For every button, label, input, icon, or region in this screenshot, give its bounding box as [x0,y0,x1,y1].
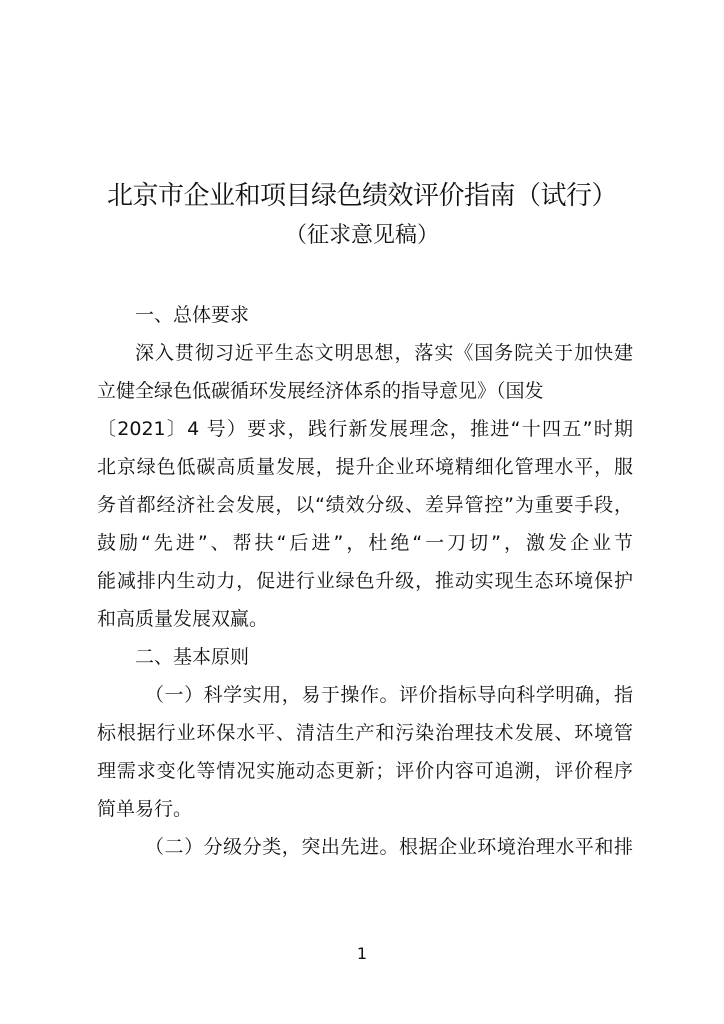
paragraph-line: 鼓励“先进”、帮扶“后进”，杜绝“一刀切”，激发企业节 [97,532,633,554]
paragraph-line: （二）分级分类，突出先进。根据企业环境治理水平和排 [145,836,633,858]
paragraph-line: 理需求变化等情况实施动态更新；评价内容可追溯，评价程序 [97,760,633,782]
paragraph-line: 简单易行。 [97,798,193,820]
paragraph-line: 立健全绿色低碳循环发展经济体系的指导意见》（国发 [97,380,544,402]
paragraph-line: 深入贯彻习近平生态文明思想，落实《国务院关于加快建 [135,342,633,364]
paragraph-line: 标根据行业环保水平、清洁生产和污染治理技术发展、环境管 [97,722,633,744]
paragraph-line: （一）科学实用，易于操作。评价指标导向科学明确，指 [145,684,633,706]
section-heading-general-requirements: 一、总体要求 [135,304,250,326]
paragraph-line: 和高质量发展双赢。 [97,608,269,630]
document-title: 北京市企业和项目绿色绩效评价指南（试行） [106,181,617,211]
section-heading-basic-principles: 二、基本原则 [135,646,250,668]
document-body [97,296,633,866]
paragraph-line: 〔2021〕4 号）要求，践行新发展理念，推进“十四五”时期 [97,418,633,440]
paragraph-line: 北京绿色低碳高质量发展，提升企业环境精细化管理水平，服 [97,456,633,478]
document-subtitle: （征求意见稿） [284,223,439,248]
paragraph-line: 务首都经济社会发展，以“绩效分级、差异管控”为重要手段， [97,494,633,516]
paragraph-line: 能减排内生动力，促进行业绿色升级，推动实现生态环境保护 [97,570,633,592]
page-number: 1 [356,944,368,963]
